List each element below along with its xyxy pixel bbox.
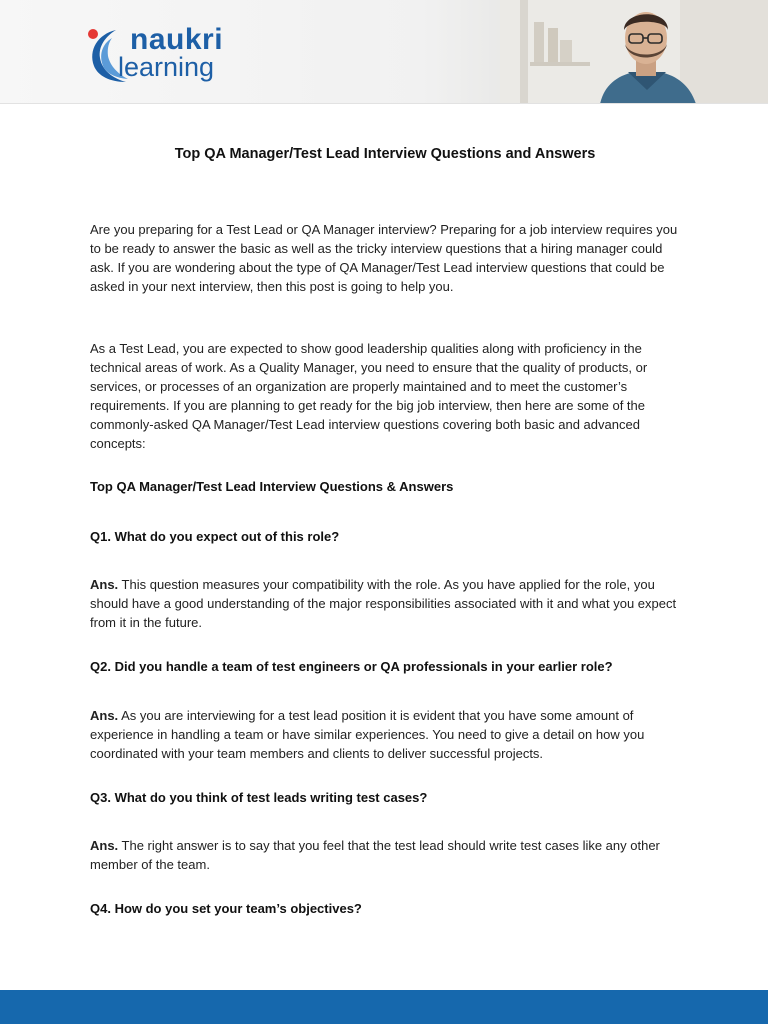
page-header — [0, 0, 768, 104]
answer-text: This question measures your compatibility with the role. As you have applied for the role, you should have a good understanding of the major responsibilities associated with it and what you expect from it in the future. — [90, 577, 677, 630]
answer-label: Ans. — [90, 708, 119, 723]
question-heading: Q3. What do you think of test leads writing test cases? — [90, 790, 428, 805]
page-title: Top QA Manager/Test Lead Interview Questions and Answers — [174, 146, 596, 162]
answer-label: Ans. — [90, 838, 119, 853]
page-footer-bar — [0, 990, 768, 1024]
intro-paragraph: Are you preparing for a Test Lead or QA Manager interview? Preparing for a job interview requires you to be ready to answer the basic as well as the tricky interview questions that a hiring manager could ask. If you are wondering about the type of QA Manager/Test Lead interview questions that could be asked in your next interview, then this post is going to help you. — [90, 222, 678, 294]
answer-text: As you are interviewing for a test lead position it is evident that you have some amount of experience in handling a team or have similar experiences. You need to give a detail on how you coordinated with your team members and clients to deliver successful projects. — [90, 708, 645, 761]
answer-text: The right answer is to say that you feel that the test lead should write test cases like any other member of the team. — [90, 838, 660, 872]
answer-label: Ans. — [90, 577, 119, 592]
intro-paragraph: As a Test Lead, you are expected to show good leadership qualities along with proficiency in the technical areas of work. As a Quality Manager, you need to ensure that the quality of products, or services, or processes of an organization are properly maintained and to meet the customer’s requirements. If you are planning to get ready for the big job interview, then here are some of the commonly-asked QA Manager/Test Lead interview questions covering both basic and advanced concepts: — [90, 341, 648, 451]
logo-word-naukri: naukri — [130, 23, 224, 56]
answer-paragraph — [90, 836, 680, 874]
answer-paragraph — [90, 706, 680, 763]
question-heading: Q2. Did you handle a team of test engineers or QA professionals in your earlier role? — [90, 659, 613, 674]
question-heading: Q4. How do you set your team’s objectives? — [90, 901, 362, 916]
naukri-learning-logo — [86, 24, 246, 86]
logo-word-learning: learning — [118, 52, 215, 82]
answer-paragraph — [90, 575, 680, 632]
section-heading: Top QA Manager/Test Lead Interview Questions & Answers — [90, 479, 454, 494]
header-person-photo — [500, 0, 768, 104]
question-heading: Q1. What do you expect out of this role? — [90, 529, 340, 544]
